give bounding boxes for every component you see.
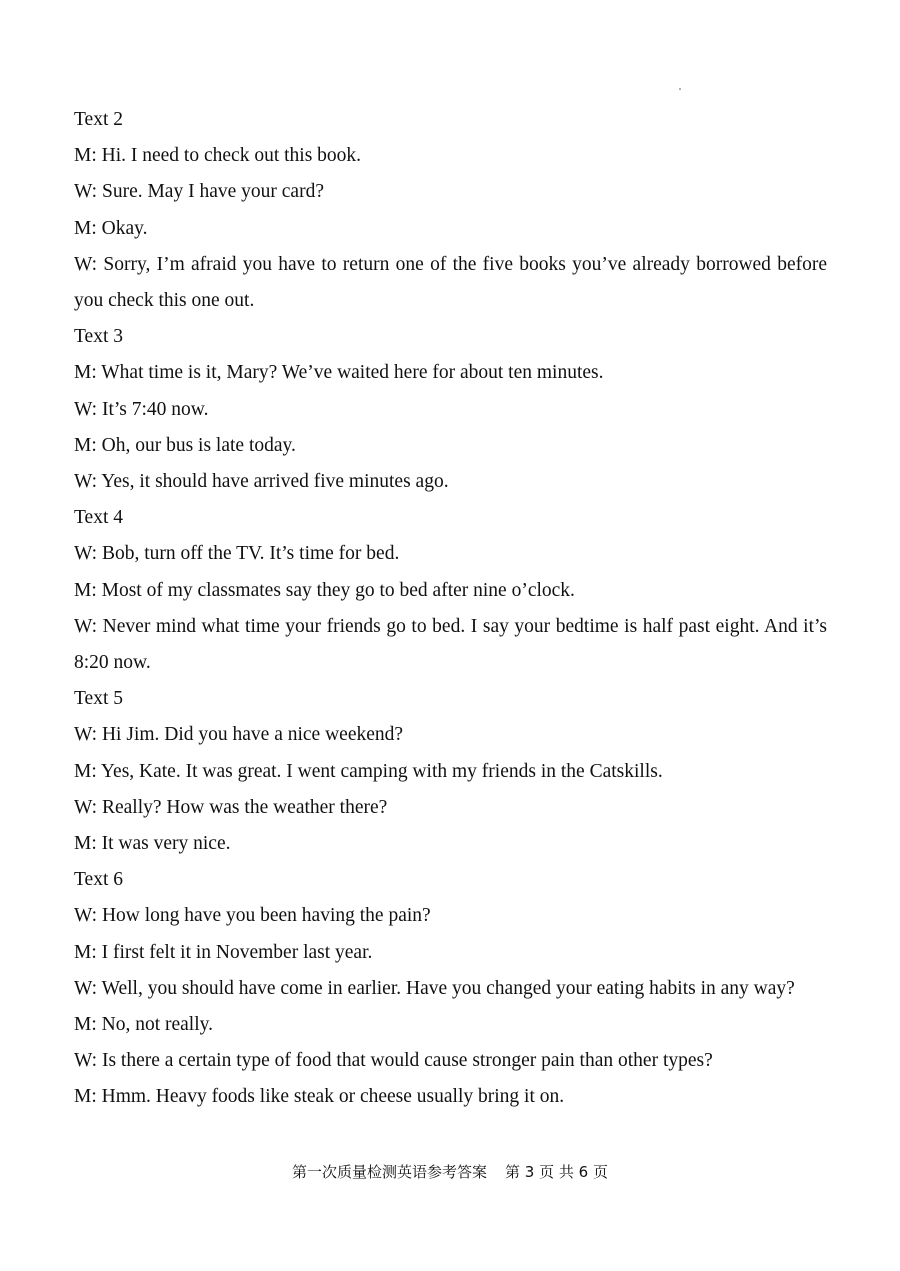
- dialogue-line: W: Well, you should have come in earlier. Have you changed your eating habits in any way?: [74, 977, 795, 999]
- dialogue-line: W: Bob, turn off the TV. It’s time for bed.: [74, 543, 400, 565]
- section-heading-text-6: Text 6: [74, 869, 123, 891]
- section-heading-text-2: Text 2: [74, 109, 123, 130]
- dialogue-line: W: Hi Jim. Did you have a nice weekend?: [74, 724, 404, 746]
- dialogue-line: M: I first felt it in November last year.: [74, 941, 373, 963]
- dialogue-line: M: Most of my classmates say they go to bed after nine o’clock.: [74, 579, 575, 601]
- section-heading-text-5: Text 5: [74, 688, 123, 710]
- dialogue-line: M: Yes, Kate. It was great. I went camping with my friends in the Catskills.: [74, 760, 663, 782]
- section-heading-text-3: Text 3: [74, 326, 123, 348]
- dialogue-line: W: Sorry, I’m afraid you have to return one of the five books you’ve already borrowed before you check this one out.: [74, 253, 827, 312]
- dialogue-line: W: It’s 7:40 now.: [74, 398, 209, 420]
- dialogue-line: W: Yes, it should have arrived five minutes ago.: [74, 471, 449, 493]
- dialogue-line: M: Hi. I need to check out this book.: [74, 145, 362, 167]
- dialogue-line: M: Hmm. Heavy foods like steak or cheese usually bring it on.: [74, 1086, 565, 1108]
- transcript-body: [74, 102, 827, 1116]
- section-heading-text-4: Text 4: [74, 507, 123, 529]
- dialogue-line: M: No, not really.: [74, 1014, 214, 1036]
- dialogue-line: M: Oh, our bus is late today.: [74, 434, 296, 456]
- dialogue-line: W: Never mind what time your friends go to bed. I say your bedtime is half past eight. And it’s 8:20 now.: [74, 615, 827, 674]
- dialogue-line: W: Is there a certain type of food that would cause stronger pain than other types?: [74, 1050, 713, 1072]
- page-footer: [0, 1161, 900, 1182]
- dialogue-line: W: Sure. May I have your card?: [74, 181, 324, 203]
- scan-speck: [679, 88, 681, 90]
- dialogue-line: W: Really? How was the weather there?: [74, 796, 388, 818]
- dialogue-line: M: What time is it, Mary? We’ve waited here for about ten minutes.: [74, 362, 604, 384]
- dialogue-line: M: It was very nice.: [74, 833, 231, 855]
- footer-title: 第一次质量检测英语参考答案: [292, 1163, 488, 1181]
- dialogue-line: M: Okay.: [74, 217, 148, 239]
- dialogue-line: W: How long have you been having the pain?: [74, 905, 431, 927]
- page-number: 第 3 页 共 6 页: [505, 1163, 608, 1181]
